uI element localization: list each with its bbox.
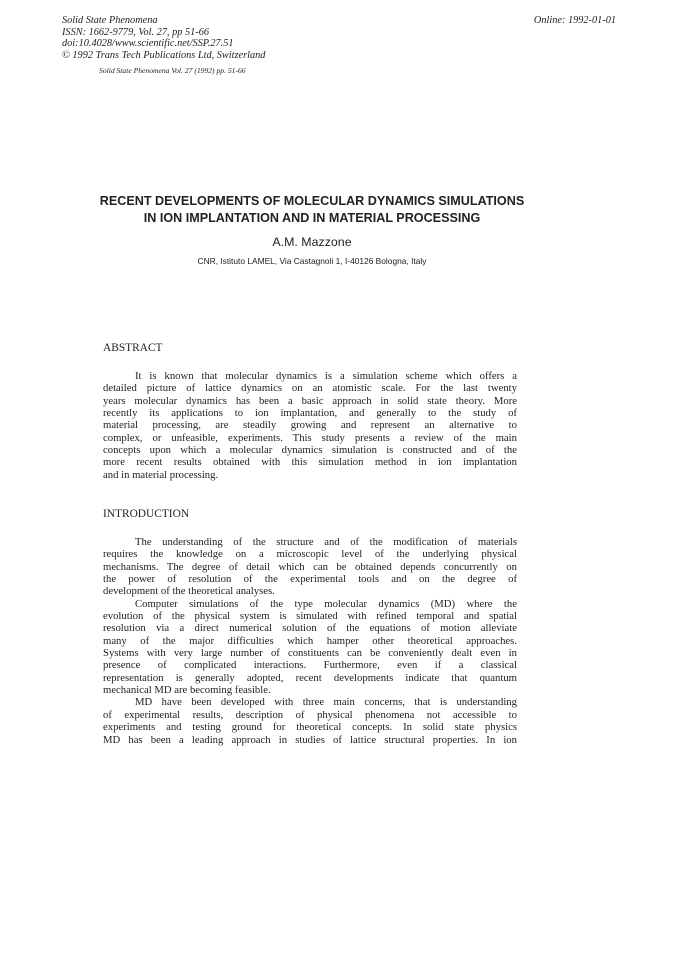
text-line: MD has been a leading approach in studies of lattice structural properties. In ion — [103, 733, 517, 746]
text-line: the power of resolution of the experimental tools and on the degree of — [103, 573, 517, 586]
author-name: A.M. Mazzone — [272, 235, 352, 249]
introduction-heading: INTRODUCTION — [103, 508, 190, 520]
text-line: It is known that molecular dynamics is a simulation scheme which offers a — [135, 370, 517, 382]
text-line: Systems with very large number of constituents can be conveniently dealt even in — [103, 647, 517, 660]
online-date: Online: 1992-01-01 — [533, 15, 616, 26]
paper-title — [0, 193, 624, 226]
text-line: The understanding of the structure and of the modification of materials — [135, 536, 517, 548]
title-line: IN ION IMPLANTATION AND IN MATERIAL PROCESSING — [143, 210, 481, 225]
abstract-body — [103, 370, 517, 481]
text-line: recently its applications to ion implantation, and generally to the study of — [103, 407, 517, 420]
text-line: development of the theoretical analyses. — [103, 585, 275, 598]
text-line: representation is generally adopted, recent developments indicate that quantum — [103, 671, 517, 684]
publication-metadata — [62, 15, 265, 61]
text-line: requires the knowledge on a microscopic level of the underlying physical — [103, 548, 517, 561]
text-line: experiments and testing ground for theoretical concepts. In solid state physics — [103, 721, 517, 734]
text-line: detailed picture of lattice dynamics on an atomistic scale. For the last twenty — [103, 382, 517, 395]
text-line: evolution of the physical system is simulated with refined temporal and spatial — [103, 610, 517, 623]
text-line: mechanisms. The degree of detail which can be obtained depends concurrently on — [103, 560, 517, 573]
text-line: and in material processing. — [103, 468, 219, 481]
text-line: concepts upon which a molecular dynamics simulation is constructed and of the — [103, 444, 517, 457]
copyright-line: © 1992 Trans Tech Publications Ltd, Switzerland — [62, 49, 266, 61]
text-line: many of the major difficulties which hamper other theoretical approaches. — [103, 634, 517, 647]
text-line: Computer simulations of the type molecular dynamics (MD) where the — [135, 597, 517, 610]
journal-name: Solid State Phenomena — [62, 15, 158, 26]
text-line: complex, or unfeasible, experiments. This study presents a review of the main — [103, 431, 517, 444]
issn-line: ISSN: 1662-9779, Vol. 27, pp 51-66 — [62, 26, 210, 38]
text-line: MD have been developed with three main concerns, that is understanding — [135, 696, 517, 709]
text-line: resolution via a direct numerical solution of the equations of motion alleviate — [103, 622, 517, 635]
journal-reference: Solid State Phenomena Vol. 27 (1992) pp. 51-66 — [99, 66, 246, 75]
text-line: mechanical MD are becoming feasible. — [103, 684, 271, 697]
introduction-body — [103, 536, 517, 746]
doi-link[interactable]: doi:10.4028/www.scientific.net/SSP.27.51 — [62, 38, 234, 49]
text-line: of experimental results, description of physical phenomena not accessible to — [103, 708, 517, 721]
abstract-heading: ABSTRACT — [103, 342, 163, 354]
title-line: RECENT DEVELOPMENTS OF MOLECULAR DYNAMICS SIMULATIONS — [99, 194, 525, 208]
text-line: presence of complicated interactions. Furthermore, even if a classical — [103, 659, 517, 672]
text-line: material processing, are steadily growing and represent an alternative to — [103, 419, 517, 432]
text-line: years molecular dynamics has been a basic approach in solid state theory. More — [103, 394, 517, 407]
text-line: more recent results obtained with this simulation method in ion implantation — [103, 456, 517, 469]
author-affiliation: CNR, Istituto LAMEL, Via Castagnoli 1, I-40126 Bologna, Italy — [197, 256, 427, 266]
